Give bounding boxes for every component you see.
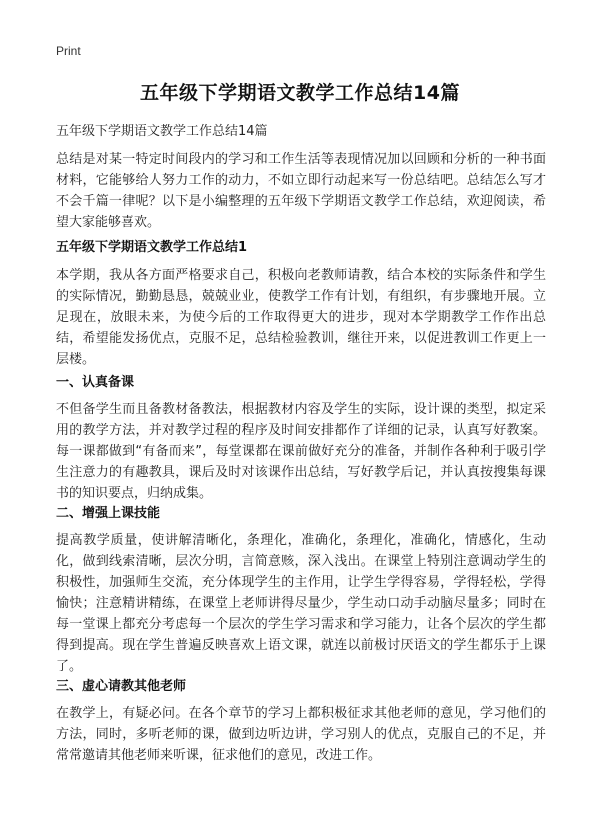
section-title: 五年级下学期语文教学工作总结1 <box>56 240 248 255</box>
document-title: 五年级下学期语文教学工作总结14篇 <box>140 82 460 104</box>
part-heading-teaching-skills: 二、增强上课技能 <box>56 506 161 521</box>
document-subtitle: 五年级下学期语文教学工作总结14篇 <box>56 124 268 139</box>
intro-paragraph: 总结是对某一特定时间段内的学习和工作生活等表现情况加以回顾和分析的一种书面材料，它能够给人努力工作的动力，不如立即行动起来写一份总结吧。总结怎么写才不会千篇一律呢？以下是小编整理的五年级下学期语文教学工作总结，欢迎阅读，希望大家能够喜欢。 <box>56 152 546 230</box>
section-body-paragraph: 本学期，我从各方面严格要求自己，积极向老教师请教，结合本校的实际条件和学生的实际情况，勤勤恳恳，兢兢业业，使教学工作有计划，有组织，有步骤地开展。立足现在，放眼未来，为使今后的工作取得更大的进步，现对本学期教学工作作出总结，希望能发扬优点，克服不足，总结检验教训，继往开来，以促进教训工作更上一层楼。 <box>56 268 546 367</box>
part-body-teaching-skills: 提高教学质量，使讲解清晰化，条理化，准确化，条理化，准确化，情感化，生动化，做到线索清晰，层次分明，言简意赅，深入浅出。在课堂上特别注意调动学生的积极性，加强师生交流，充分体现学生的主作用，让学生学得容易，学得轻松，学得愉快；注意精讲精练，在课堂上老师讲得尽量少，学生动口动手动脑尽量多；同时在每一堂课上都充分考虑每一个层次的学生学习需求和学习能力，让各个层次的学生都得到提高。现在学生普遍反映喜欢上语文课，就连以前极讨厌语文的学生都乐于上课了。 <box>56 533 546 674</box>
part-heading-consult-teachers: 三、虚心请教其他老师 <box>56 679 187 694</box>
part-body-prepare-lessons: 不但备学生而且备教材备教法，根据教材内容及学生的实际，设计课的类型，拟定采用的教学方法，并对教学过程的程序及时间安排都作了详细的记录，认真写好教案。每一课都做到“有备而来”，每堂课都在课前做好充分的准备，并制作各种利于吸引学生注意力的有趣教具，课后及时对该课作出总结，写好教学后记，并认真按搜集每课书的知识要点，归纳成集。 <box>56 402 546 501</box>
print-link[interactable]: Print <box>56 44 81 58</box>
part-body-consult-teachers: 在教学上，有疑必问。在各个章节的学习上都积极征求其他老师的意见，学习他们的方法，同时，多听老师的课，做到边听边讲，学习别人的优点，克服自己的不足，并常常邀请其他老师来听课，征求他们的意见，改进工作。 <box>56 706 546 763</box>
part-heading-prepare-lessons: 一、认真备课 <box>56 375 135 390</box>
